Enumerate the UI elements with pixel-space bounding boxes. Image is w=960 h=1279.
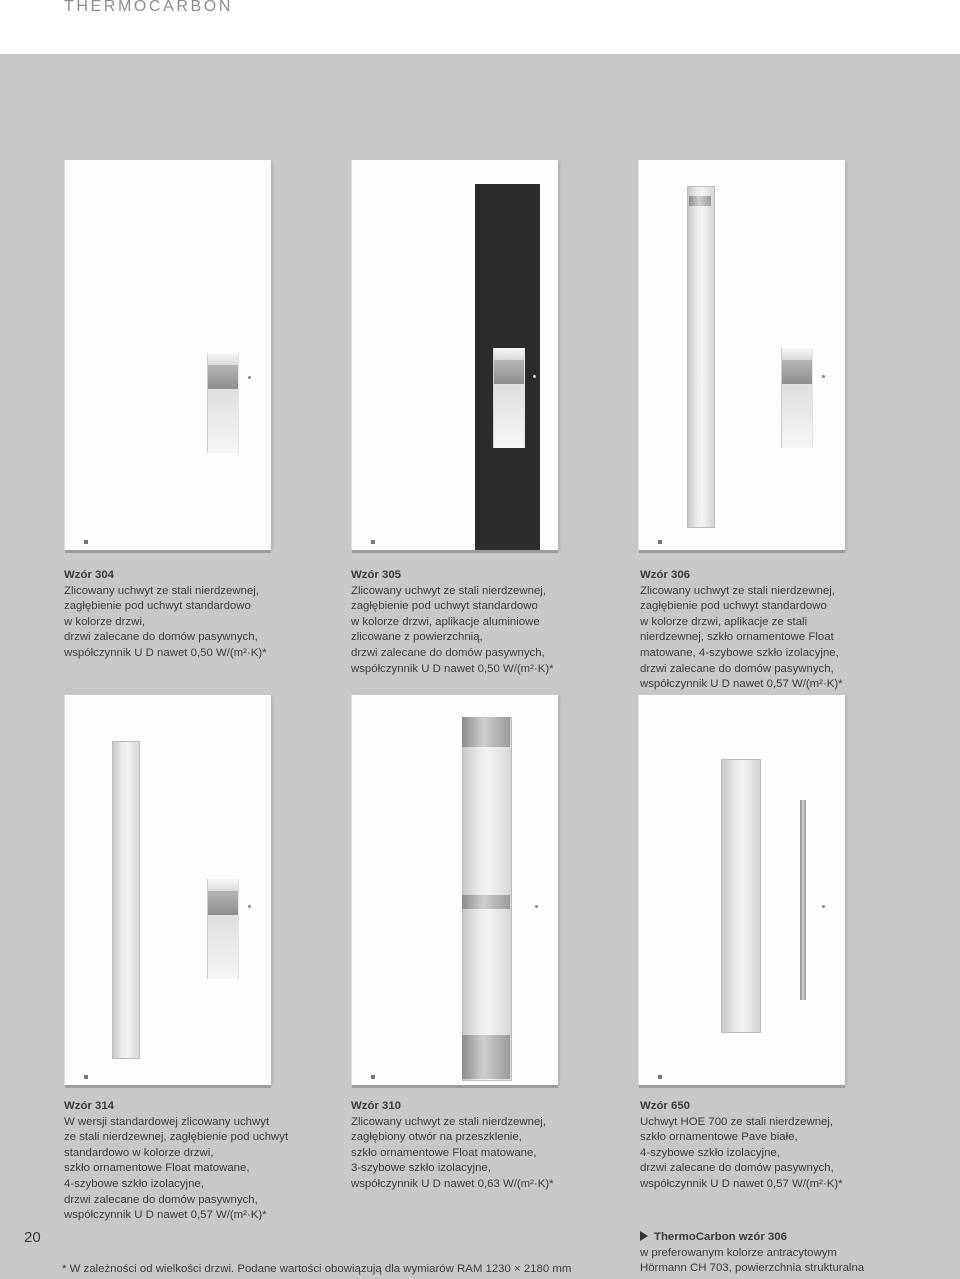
- caption-line: zagłębienie pod uchwyt standardowo: [640, 600, 827, 613]
- door-knob: [535, 905, 538, 908]
- caption-line: szkło ornamentowe Pave białe,: [640, 1131, 798, 1144]
- door-305-image: [351, 160, 558, 550]
- caption-line: szkło ornamentowe Float matowane,: [64, 1162, 250, 1175]
- caption-line: współczynnik U D nawet 0,57 W/(m²·K)*: [640, 678, 843, 691]
- caption-line: 4-szybowe szkło izolacyjne,: [64, 1177, 204, 1190]
- page-number: 20: [24, 1229, 41, 1246]
- promo-line: w preferowanym kolorze antracytowym: [640, 1246, 837, 1259]
- hinge-mark: [658, 540, 662, 544]
- caption-310: [351, 1099, 554, 1193]
- caption-line: Zlicowany uchwyt ze stali nierdzewnej,: [351, 584, 546, 597]
- door-knob: [533, 375, 536, 378]
- caption-title: Wzór 305: [351, 569, 402, 581]
- promo-caption: [640, 1230, 864, 1277]
- caption-line: Zlicowany uchwyt ze stali nierdzewnej,: [351, 1115, 546, 1128]
- caption-304: [64, 568, 267, 662]
- caption-line: drzwi zalecane do domów pasywnych,: [640, 1162, 834, 1175]
- glass-strip: [112, 741, 140, 1059]
- caption-line: współczynnik U D nawet 0,57 W/(m²·K)*: [640, 1177, 843, 1190]
- door-304-image: [64, 160, 271, 550]
- caption-314: [64, 1099, 288, 1224]
- door-306-image: [638, 160, 845, 550]
- caption-title: Wzór 314: [64, 1100, 115, 1112]
- door-knob: [822, 375, 825, 378]
- caption-650: [640, 1099, 843, 1193]
- hinge-mark: [84, 540, 88, 544]
- caption-line: 4-szybowe szkło izolacyjne,: [640, 1146, 780, 1159]
- handle-recess: [493, 348, 525, 448]
- door-knob: [248, 376, 251, 379]
- steel-applique: [689, 196, 711, 206]
- caption-line: współczynnik U D nawet 0,50 W/(m²·K)*: [64, 646, 267, 659]
- steel-applique: [462, 895, 510, 909]
- brand-title: THERMOCARBON: [64, 0, 233, 15]
- caption-line: zagłębienie pod uchwyt standardowo: [64, 600, 251, 613]
- door-310-image: [351, 695, 558, 1085]
- caption-line: współczynnik U D nawet 0,50 W/(m²·K)*: [351, 662, 554, 675]
- hinge-mark: [371, 540, 375, 544]
- caption-line: Zlicowany uchwyt ze stali nierdzewnej,: [640, 584, 835, 597]
- caption-line: drzwi zalecane do domów pasywnych,: [640, 662, 834, 675]
- glass-panel: [721, 759, 761, 1033]
- door-knob: [248, 905, 251, 908]
- caption-line: zagłębiony otwór na przeszklenie,: [351, 1131, 522, 1144]
- hinge-mark: [84, 1075, 88, 1079]
- caption-line: zlicowane z powierzchnią,: [351, 631, 483, 644]
- promo-line: Hörmann CH 703, powierzchnia strukturalna: [640, 1262, 865, 1275]
- door-314-image: [64, 695, 271, 1085]
- handle-plate: [208, 891, 238, 915]
- caption-line: drzwi zalecane do domów pasywnych,: [64, 631, 258, 644]
- caption-line: w kolorze drzwi, aplikacje ze stali: [640, 615, 808, 628]
- handle-plate: [782, 360, 812, 384]
- caption-line: szkło ornamentowe Float matowane,: [351, 1146, 537, 1159]
- caption-line: W wersji standardowej zlicowany uchwyt: [64, 1115, 270, 1128]
- door-650-image: [638, 695, 845, 1085]
- caption-306: [640, 568, 843, 693]
- steel-applique: [462, 1035, 510, 1079]
- steel-applique: [462, 717, 510, 747]
- triangle-arrow-icon: [640, 1231, 648, 1241]
- caption-line: matowane, 4-szybowe szkło izolacyjne,: [640, 646, 839, 659]
- footnote: * W zależności od wielkości drzwi. Podane wartości obowiązują dla wymiarów RAM 1230 × 2180 mm: [62, 1263, 572, 1275]
- door-knob: [822, 905, 825, 908]
- caption-line: standardowo w kolorze drzwi,: [64, 1146, 214, 1159]
- handle-plate: [208, 365, 238, 389]
- caption-line: w kolorze drzwi, aplikacje aluminiowe: [351, 615, 540, 628]
- caption-title: Wzór 650: [640, 1100, 691, 1112]
- caption-line: drzwi zalecane do domów pasywnych,: [64, 1193, 258, 1206]
- caption-line: nierdzewnej, szkło ornamentowe Float: [640, 631, 834, 644]
- hinge-mark: [371, 1075, 375, 1079]
- caption-line: współczynnik U D nawet 0,63 W/(m²·K)*: [351, 1177, 554, 1190]
- caption-line: drzwi zalecane do domów pasywnych,: [351, 646, 545, 659]
- handle-recess: [207, 879, 239, 979]
- caption-305: [351, 568, 554, 677]
- caption-line: Zlicowany uchwyt ze stali nierdzewnej,: [64, 584, 259, 597]
- caption-title: Wzór 306: [640, 569, 691, 581]
- glass-strip: [687, 186, 715, 528]
- caption-line: w kolorze drzwi,: [64, 615, 146, 628]
- caption-title: Wzór 304: [64, 569, 115, 581]
- handle-recess: [207, 353, 239, 453]
- handle-recess: [781, 348, 813, 448]
- hinge-mark: [658, 1075, 662, 1079]
- caption-line: współczynnik U D nawet 0,57 W/(m²·K)*: [64, 1209, 267, 1222]
- bar-handle: [800, 800, 806, 1000]
- handle-plate: [494, 360, 524, 384]
- caption-line: ze stali nierdzewnej, zagłębienie pod uchwyt: [64, 1131, 289, 1144]
- caption-line: zagłębienie pod uchwyt standardowo: [351, 600, 538, 613]
- promo-title: ThermoCarbon wzór 306: [654, 1231, 787, 1243]
- caption-line: Uchwyt HOE 700 ze stali nierdzewnej,: [640, 1115, 834, 1128]
- caption-title: Wzór 310: [351, 1100, 402, 1112]
- caption-line: 3-szybowe szkło izolacyjne,: [351, 1162, 491, 1175]
